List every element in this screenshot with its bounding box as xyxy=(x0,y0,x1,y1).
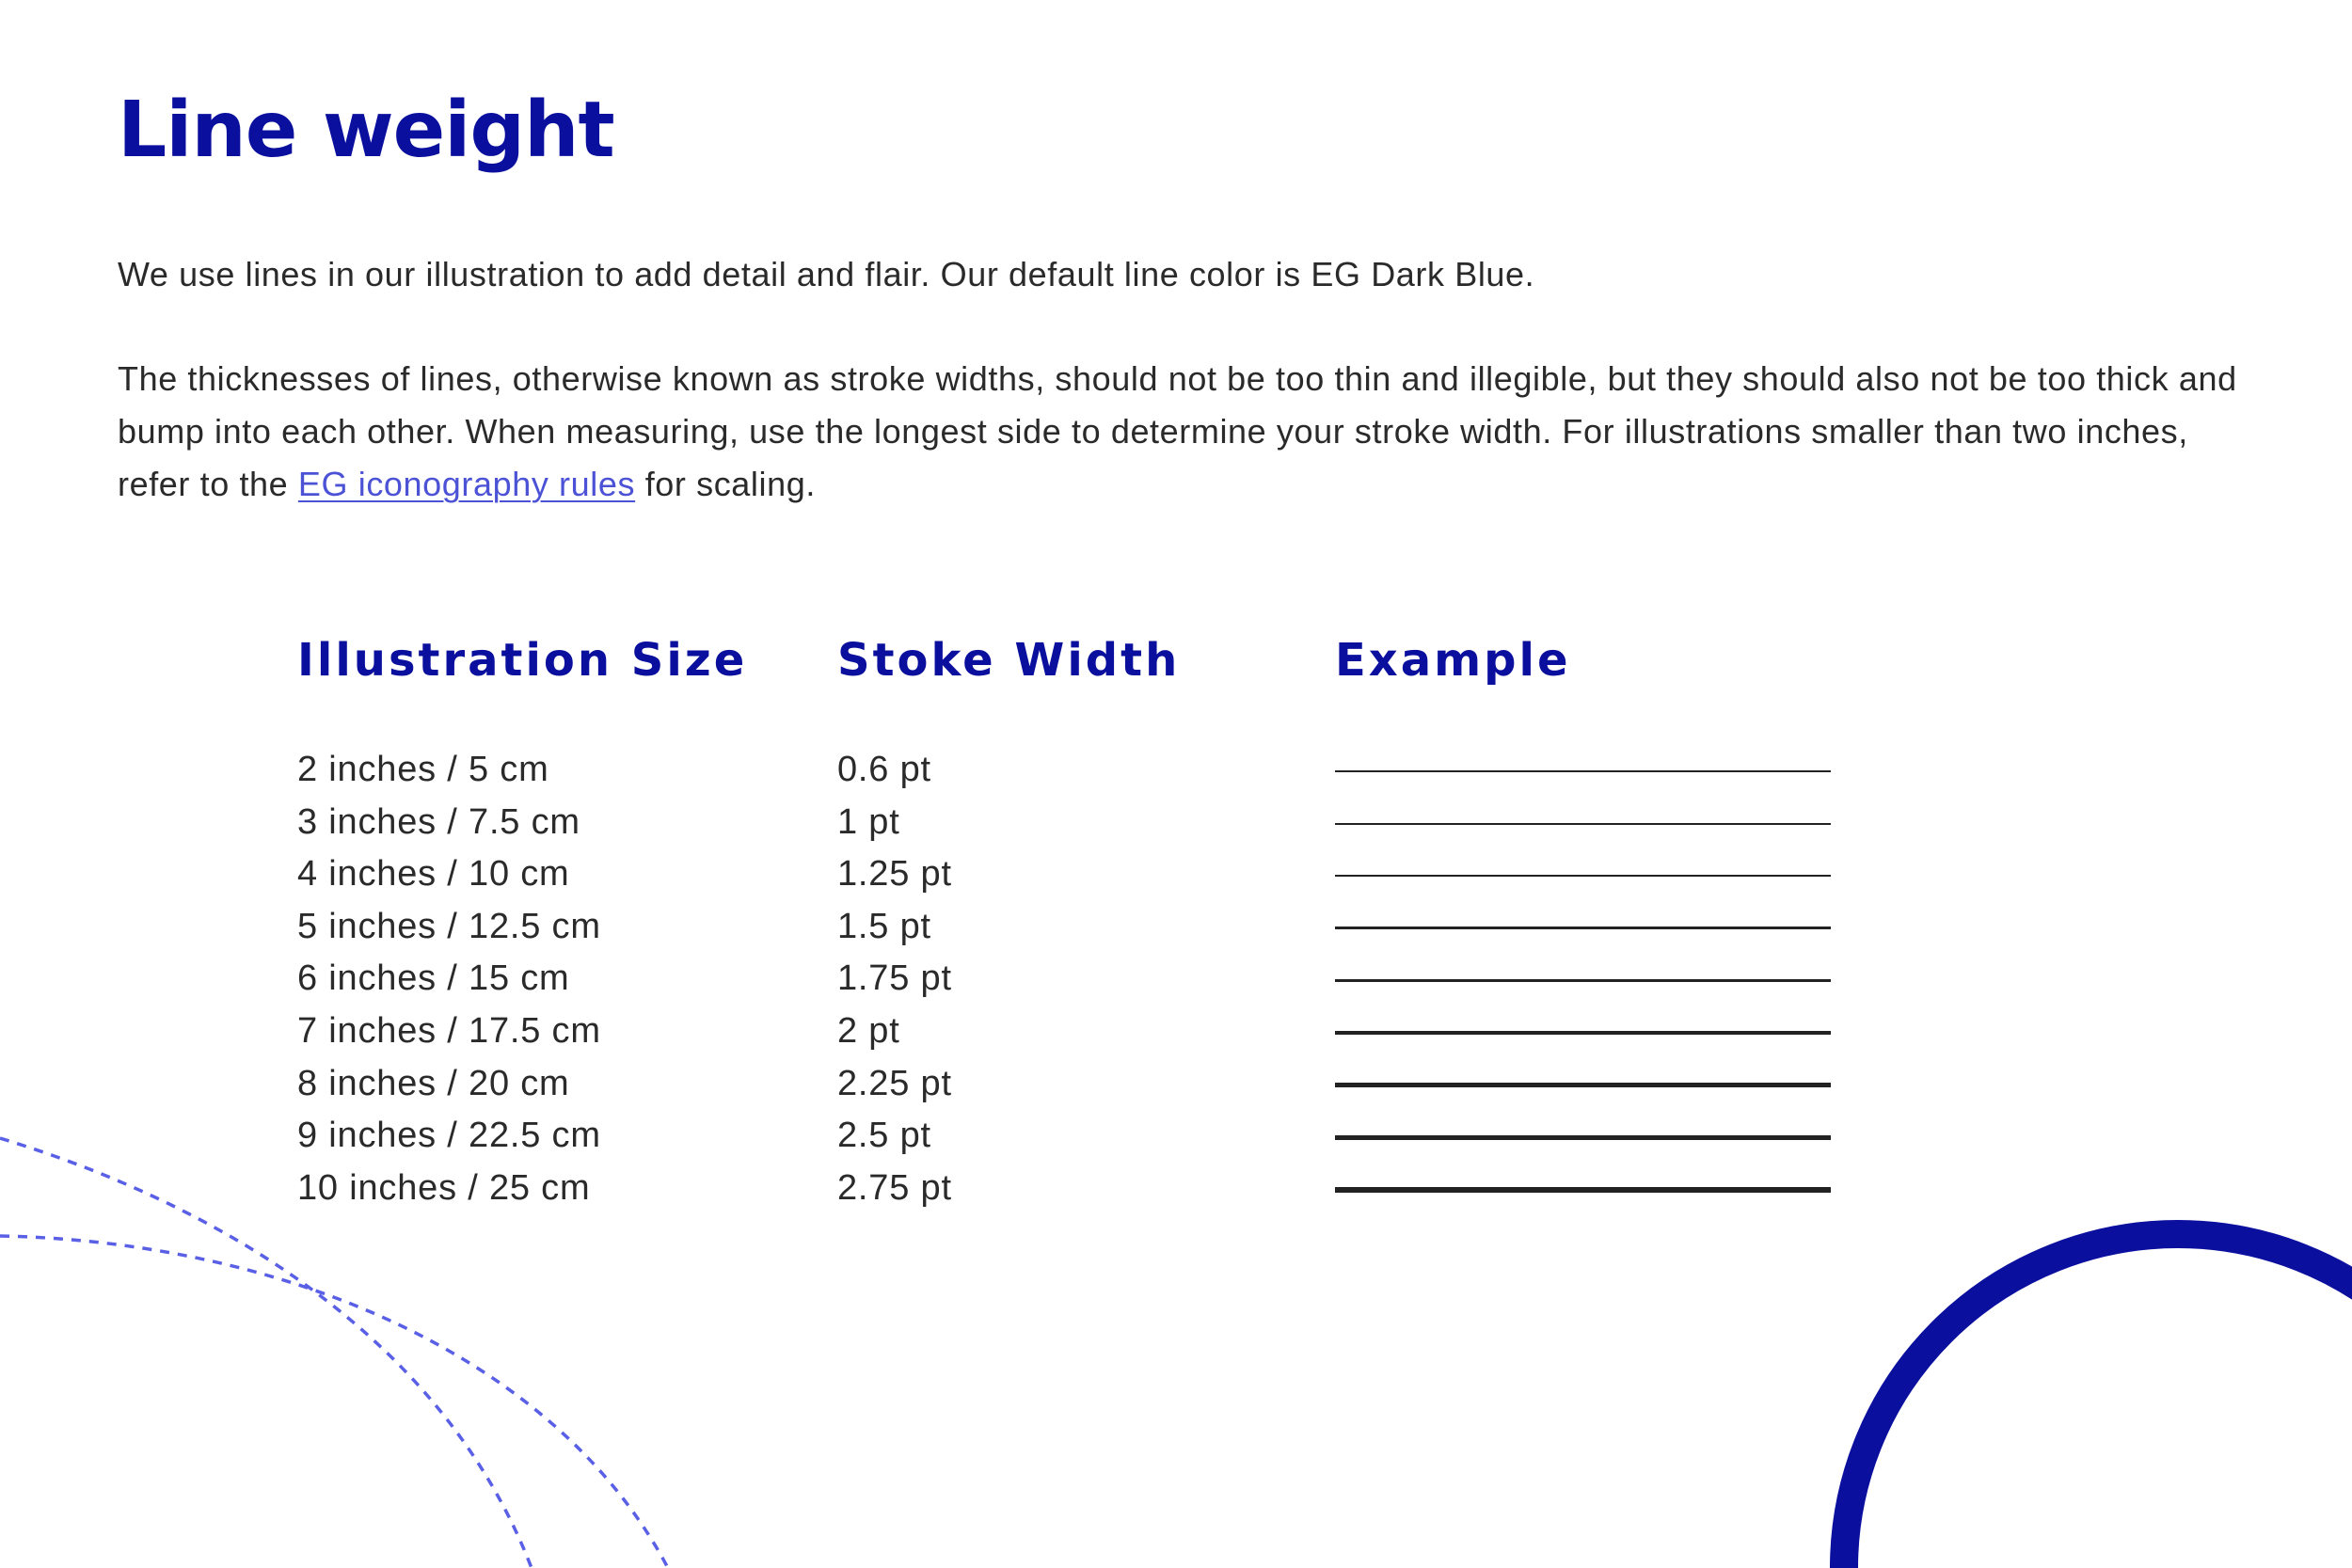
intro-paragraph-2-start: The thicknesses of lines, otherwise known as stroke widths, should not be too thin and illegible, but they should also not be too thick and bump into each other. When measuring, use the longest side to determine your stroke width. For illustrations smaller than two inches, refer to the xyxy=(118,359,2237,503)
illustration-size-cell: 6 inches / 15 cm xyxy=(297,958,570,999)
illustration-size-cell: 5 inches / 12.5 cm xyxy=(297,906,601,946)
stroke-width-cell: 0.6 pt xyxy=(837,750,931,789)
column-header-stroke-width: Stoke Width xyxy=(837,634,1181,687)
illustration-size-cell: 10 inches / 25 cm xyxy=(297,1167,591,1208)
stroke-width-cell: 2.5 pt xyxy=(837,1116,931,1156)
illustration-size-cell: 3 inches / 7.5 cm xyxy=(297,801,580,842)
iconography-rules-link[interactable]: EG iconography rules xyxy=(297,465,636,503)
column-header-example: Example xyxy=(1335,634,1571,687)
stroke-width-cell: 2.75 pt xyxy=(837,1167,952,1208)
stroke-width-cell: 1.25 pt xyxy=(837,854,952,895)
blue-ring xyxy=(1844,1234,2352,1568)
dashed-arc-2 xyxy=(0,1236,668,1568)
column-header-illustration-size: Illustration Size xyxy=(297,634,748,687)
illustration-size-cell: 2 inches / 5 cm xyxy=(297,750,549,789)
stroke-width-cell: 2.25 pt xyxy=(837,1063,952,1103)
illustration-size-cell: 8 inches / 20 cm xyxy=(297,1063,570,1103)
stroke-width-cell: 2 pt xyxy=(837,1011,900,1051)
intro-paragraph-2-end: for scaling. xyxy=(635,465,816,503)
page-title: Line weight xyxy=(118,86,614,175)
illustration-size-cell: 7 inches / 17.5 cm xyxy=(297,1011,601,1051)
intro-paragraph-1: We use lines in our illustration to add detail and flair. Our default line color is EG Dark Blue. xyxy=(118,255,1535,293)
illustration-size-cell: 9 inches / 22.5 cm xyxy=(297,1116,601,1156)
stroke-width-cell: 1 pt xyxy=(837,801,900,842)
stroke-width-cell: 1.75 pt xyxy=(837,958,952,999)
stroke-width-cell: 1.5 pt xyxy=(837,906,931,946)
illustration-size-cell: 4 inches / 10 cm xyxy=(297,854,570,895)
